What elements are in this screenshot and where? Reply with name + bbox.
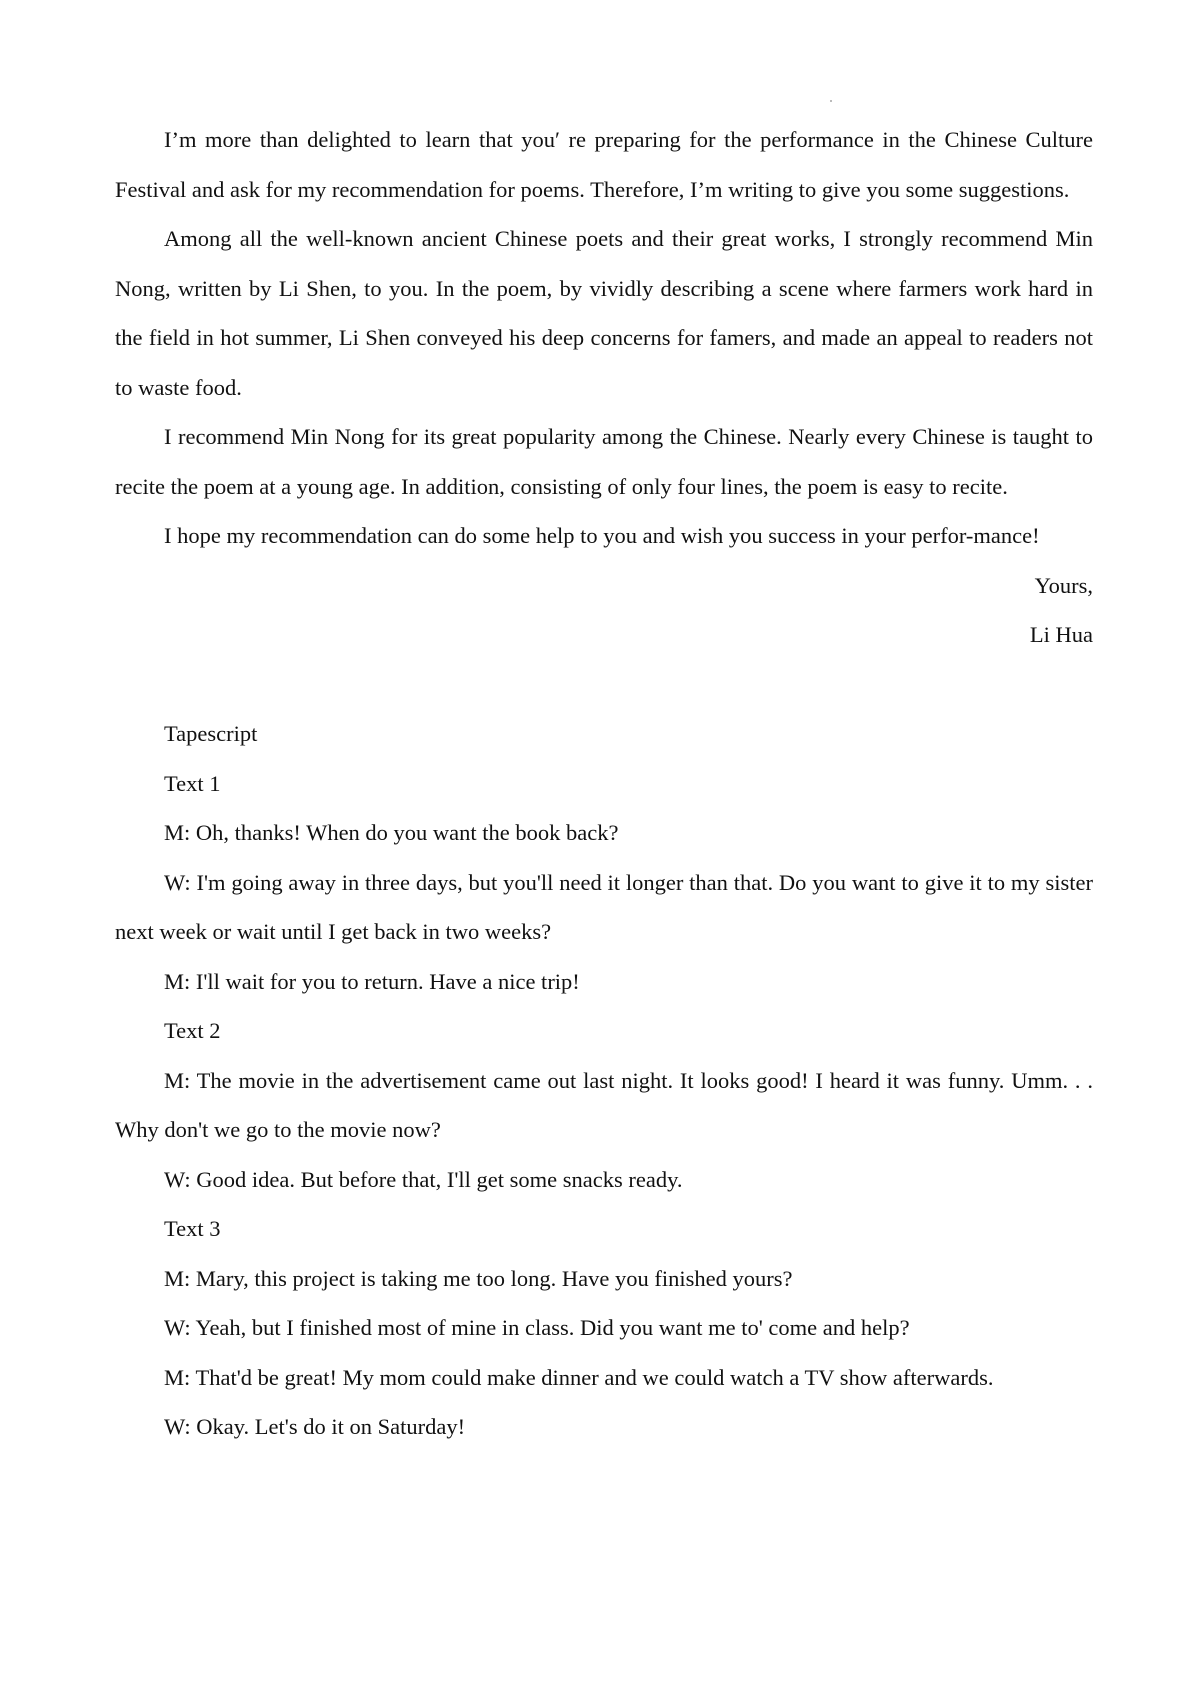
dialogue-line: W: Good idea. But before that, I'll get some snacks ready. xyxy=(164,1166,683,1192)
dialogue-line: W: Okay. Let's do it on Saturday! xyxy=(164,1414,466,1439)
text-2-label: Text 2 xyxy=(164,1018,221,1043)
letter-paragraph-3: I recommend Min Nong for its great popularity among the Chinese. Nearly every Chinese is taught to recite the poem at a young age. In addition, consisting of only four lines, the poem is easy to recite. xyxy=(115,424,1093,499)
text-3-label: Text 3 xyxy=(164,1216,221,1241)
tapescript-heading: Tapescript xyxy=(164,721,258,746)
dialogue-line: M: Mary, this project is taking me too long. Have you finished yours? xyxy=(164,1265,793,1291)
section-gap xyxy=(115,660,1093,710)
dialogue-line: M: Oh, thanks! When do you want the book back? xyxy=(164,820,619,845)
stray-mark xyxy=(830,100,832,102)
letter-paragraph-2: Among all the well-known ancient Chinese poets and their great works, I strongly recommend Min Nong, written by Li Shen, to you. In the poem, by vividly describing a scene where farmers work hard in the field in hot summer, Li Shen conveyed his deep concerns for famers, and made an appeal to readers not to waste food. xyxy=(115,226,1093,400)
letter-closing: Yours, xyxy=(1034,572,1093,598)
letter-paragraph-4: I hope my recommendation can do some help to you and wish you success in your perfor-mance! xyxy=(164,523,1040,548)
letter-signature: Li Hua xyxy=(1029,622,1093,647)
dialogue-line: M: That'd be great! My mom could make dinner and we could watch a TV show afterwards. xyxy=(164,1364,994,1390)
dialogue-line: W: I'm going away in three days, but you'll need it longer than that. Do you want to give it to my sister next week or wait until I get back in two weeks? xyxy=(115,869,1093,944)
dialogue-line: W: Yeah, but I finished most of mine in class. Did you want me to' come and help? xyxy=(164,1315,910,1340)
letter-paragraph-1: I’m more than delighted to learn that you′ re preparing for the performance in the Chinese Culture Festival and ask for my recommendation for poems. Therefore, I’m writing to give you some suggestions. xyxy=(115,127,1093,202)
document-page xyxy=(115,115,1093,1452)
dialogue-line: M: The movie in the advertisement came out last night. It looks good! I heard it was funny. Umm. . . Why don't we go to the movie now? xyxy=(115,1067,1093,1142)
text-1-label: Text 1 xyxy=(164,770,221,796)
dialogue-line: M: I'll wait for you to return. Have a nice trip! xyxy=(164,968,580,994)
